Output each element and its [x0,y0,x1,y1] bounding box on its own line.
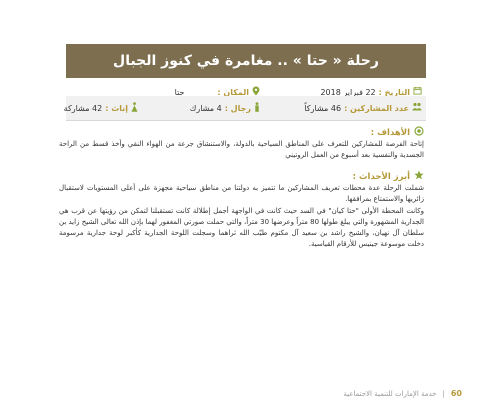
footer-text: خدمة الإمارات للتنمية الاجتماعية [343,389,437,398]
highlights-heading [353,170,424,183]
women-label: إناث : [105,103,128,113]
star-icon [414,170,424,183]
female-icon [131,102,138,115]
footer-separator: | [442,389,445,398]
place-value: حتا [174,87,185,97]
highlights-paragraph-1: شملت الرحلة عدة محطات تعريف المشاركين ما تتميز به دولتنا من مناطق سياحية مجهزة على أعلى المستويات لاستقبال زائريها والاستمتاع بمرافقها. [59,184,424,203]
page-number: 60 [450,389,462,398]
men-cell [190,96,260,120]
participants-label: عدد المشاركين : [344,103,409,113]
divider [66,120,426,121]
info-row-participants [63,96,426,120]
male-icon [254,102,260,115]
title-banner [66,44,426,78]
place-label: المكان : [217,87,249,97]
date-value: 22 فبراير 2018 [320,87,376,97]
highlights-paragraph-2: وكانت المحطة الأولى "حتا كيان" في السد حيث كانت في الواجهة أجمل إطلالة كانت تستقبلنا لتمكن من رؤيتها عن قرب هي الجدارية المشهورة والتي يبلغ طولها 80 متراً وعرضها 30 متراً، والتي حملت صورتي المغفور لهما بإذن الله تعالى الشيخ زايد بن سلطان آل نهيان، والشيخ راشد بن سعيد آل مكتوم طيّب الله ثراهما وسجلت اللوحة الجدارية كأكبر لوحة جدارية مرسومة دخلت موسوعة جينيس للأرقام القياسية. [59,207,424,248]
page-title: رحلة « حتا » .. مغامرة في كنوز الجبال [113,53,379,69]
men-label: رجال : [224,103,251,113]
men-value: 4 مشارك [189,103,222,113]
page-footer [343,389,462,398]
people-icon [412,102,422,114]
participants-value: 46 مشاركاً [304,103,342,113]
goals-heading [371,126,424,139]
target-icon [414,126,424,139]
participants-cell [304,96,422,120]
date-label: التاريخ : [378,87,410,97]
highlights-title: أبرز الأحداث : [352,171,410,182]
goals-text: إتاحة الفرصة للمشاركين للتعرف على المناطق السياحية بالدولة، والاستنشاق جرعة من الهواء النقي وأخذ قسط من الراحة الجسدية والنفسية بعد أسبوع من العمل الروتيني [59,140,424,159]
goals-title: الأهداف : [370,127,410,138]
women-value: 42 مشاركة [63,103,103,113]
women-cell [64,96,138,120]
